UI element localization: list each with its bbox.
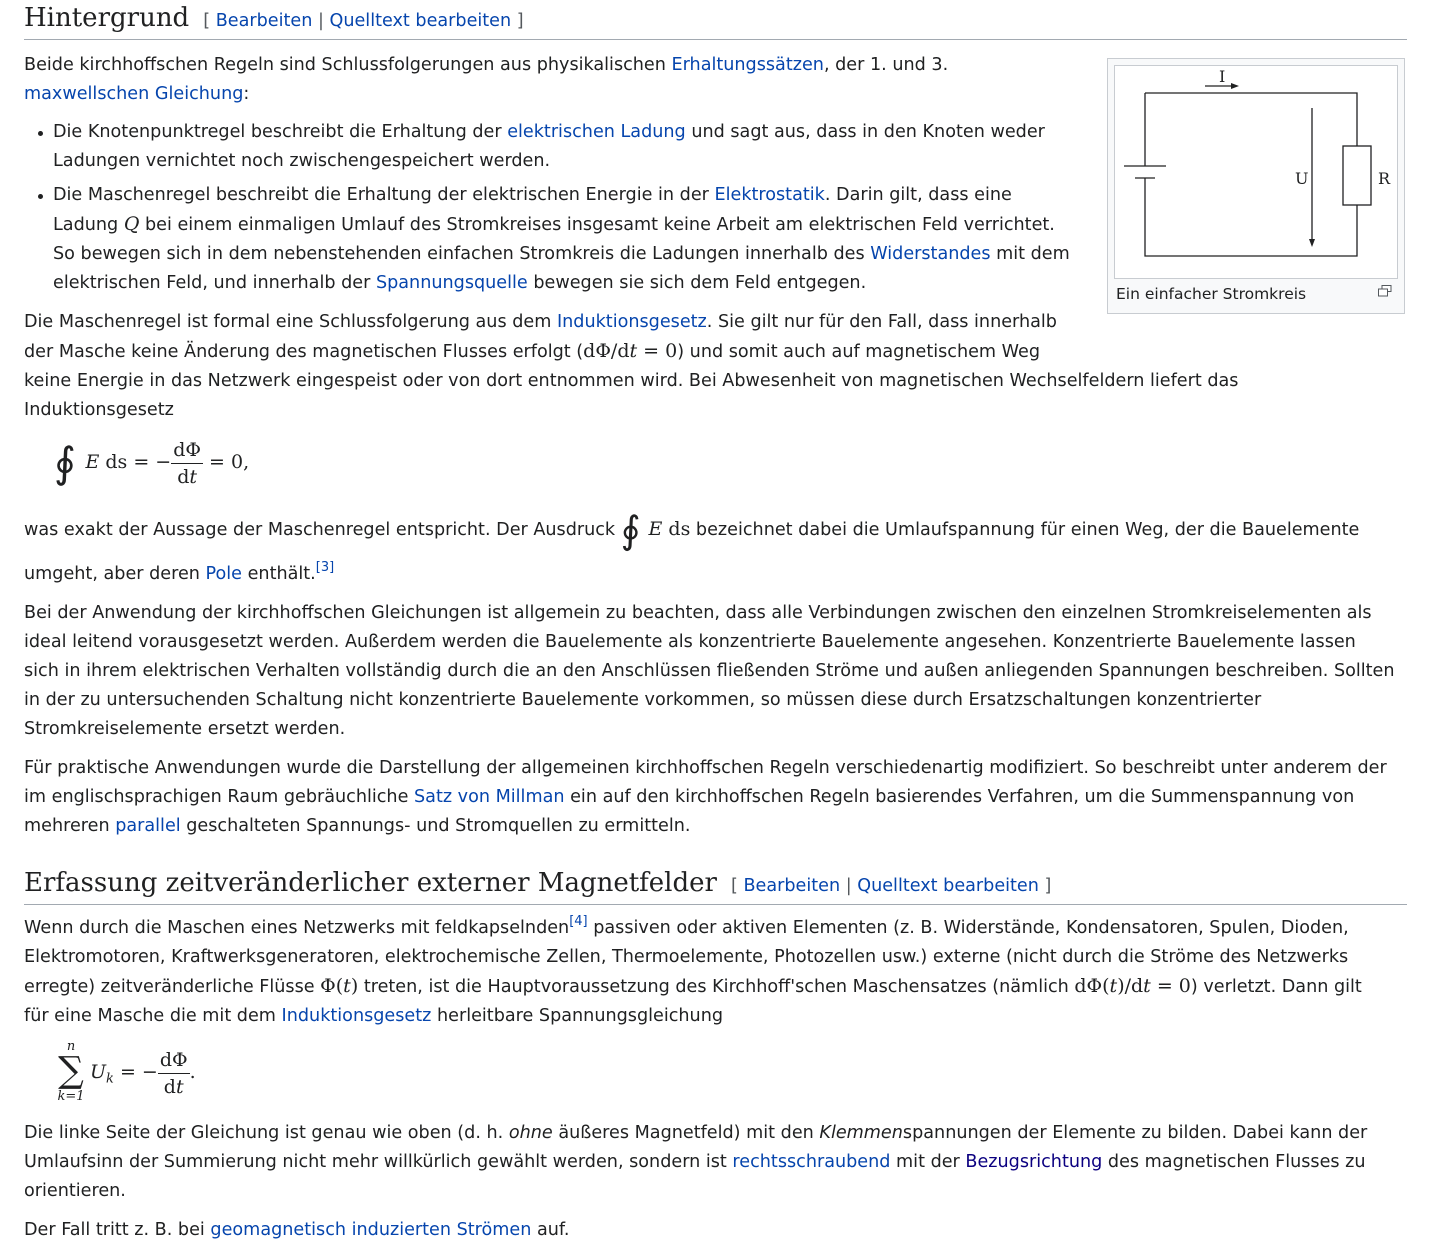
link-rechtsschraubend[interactable]: rechtsschraubend (732, 1152, 891, 1172)
fraction-dphi-dt: $\frac{d\Phi}{dt}$ (173, 438, 201, 488)
summation-symbol: n ∑ k=1 (57, 1039, 85, 1104)
heading-text: Hintergrund (24, 3, 190, 33)
link-elektrostatik[interactable]: Elektrostatik (714, 185, 825, 205)
link-parallel[interactable]: parallel (115, 816, 181, 836)
link-geomagnetisch-induzierte-stroeme[interactable]: geomagnetisch induzierten Strömen (210, 1220, 532, 1240)
link-induktionsgesetz[interactable]: Induktionsgesetz (556, 312, 707, 332)
math-phi-t: Φ(t) (320, 975, 359, 997)
paragraph-praktische-anwendungen: Für praktische Anwendungen wurde die Darstellung der allgemeinen kirchhoffschen Regeln verschiedenartig modifiziert. So beschreibt unter anderem der im englischsprachigen Raum gebräuchliche Satz von Millman ein auf den kirchhoffschen Regeln basierendes Verfahren, um die Summenspannung von mehreren parallel geschalteten Spannungs- und Stromquellen zu ermitteln. (24, 758, 1387, 836)
edit-link[interactable]: Bearbeiten (743, 876, 841, 896)
edit-source-link[interactable]: Quelltext bearbeiten (857, 876, 1039, 896)
math-q: Q (123, 213, 140, 235)
edit-section-links: [ Bearbeiten | Quelltext bearbeiten ] (730, 876, 1052, 896)
circuit-diagram[interactable] (1114, 65, 1398, 279)
link-maxwellsche-gleichung[interactable]: maxwellschen Gleichung (24, 84, 244, 104)
paragraph-intro: Beide kirchhoffschen Regeln sind Schlussfolgerungen aus physikalischen Erhaltungssätzen, der 1. und 3. maxwellschen Gleichung: (24, 55, 949, 104)
fraction-dphi-dt: $\frac{d\Phi}{dt}$ (159, 1048, 188, 1098)
enlarge-icon[interactable] (1378, 285, 1392, 297)
paragraph-netzwerk: Wenn durch die Maschen eines Netzwerks mit feldkapselnden[4] passiven oder aktiven Elementen (z. B. Widerstände, Kondensatoren, Spulen, Dioden, Elektromotoren, Kraftwerksgeneratoren, elektrochemische Zellen, Thermoelemente, Photozellen usw.) externe (nicht durch die Ströme des Netzwerks erregte) zeitveränderliche Flüsse Φ(t) treten, ist die Hauptvoraussetzung des Kirchhoff'schen Maschensatzes (nämlich dΦ(t)/dt = 0) verletzt. Dann gilt für eine Masche die mit dem Induktionsgesetz herleitbare Spannungsgleichung (24, 914, 1362, 1026)
link-induktionsgesetz-2[interactable]: Induktionsgesetz (281, 1006, 432, 1026)
label-current: I (1219, 67, 1226, 86)
reference-3[interactable]: [3] (315, 560, 335, 575)
figure-caption: Ein einfacher Stromkreis (1116, 285, 1307, 303)
paragraph-maschenregel: Die Maschenregel ist formal eine Schlussfolgerung aus dem Induktionsgesetz. Sie gilt nur für den Fall, dass innerhalb der Masche keine Änderung des magnetischen Flusses erfolgt (dΦ/dt = 0) und somit auch auf magnetischem Weg keine Energie in das Netzwerk eingespeist oder von dort entnommen wird. Bei Abwesenheit von magnetischen Wechselfeldern liefert das Induktionsgesetz (24, 312, 1239, 420)
equation-rhs: $U_k$ = − $\frac{d\Phi}{dt}$ . (90, 1048, 196, 1098)
link-bezugsrichtung[interactable]: Bezugsrichtung (965, 1152, 1103, 1172)
edit-section-links: [ Bearbeiten | Quelltext bearbeiten ] (203, 11, 524, 31)
paragraph-umlaufspannung-line1: was exakt der Aussage der Maschenregel entspricht. Der Ausdruck ∮ E ds bezeichnet dabei die Umlaufspannung für einen Weg, der die Bauelemente (24, 508, 1360, 552)
reference-4[interactable]: [4] (569, 914, 588, 929)
link-satz-von-millman[interactable]: Satz von Millman (414, 787, 565, 807)
link-elektrische-ladung[interactable]: elektrischen Ladung (507, 122, 686, 142)
section-heading-hintergrund (24, 2, 1407, 40)
link-pole[interactable]: Pole (205, 564, 242, 584)
label-voltage: U (1295, 169, 1309, 188)
link-erhaltungssaetze[interactable]: Erhaltungssätzen (671, 55, 824, 75)
list-item-knotenregel: Die Knotenpunktregel beschreibt die Erhaltung der elektrischen Ladung und sagt aus, dass in den Knoten weder Ladungen vernichtet noch zwischengespeichert werden. (53, 118, 1113, 176)
link-spannungsquelle[interactable]: Spannungsquelle (375, 273, 528, 293)
math-dphi-t-dt: dΦ(t)/dt = 0 (1074, 975, 1191, 997)
rules-list (24, 118, 1113, 298)
heading-text: Erfassung zeitveränderlicher externer Magnetfelder (24, 868, 717, 898)
figure-thumbnail (1107, 58, 1405, 314)
label-resistor: R (1378, 169, 1391, 188)
list-item-maschenregel: Die Maschenregel beschreibt die Erhaltung der elektrischen Energie in der Elektrostatik. Darin gilt, dass eine Ladung Q bei einem einmaligen Umlauf des Stromkreises insgesamt keine Arbeit am elektrischen Feld verrichtet. So bewegen sich in dem nebenstehenden einfachen Stromkreis die Ladungen innerhalb des Widerstandes mit dem elektrischen Feld, und innerhalb der Spannungsquelle bewegen sie sich dem Feld entgegen. (53, 181, 1113, 298)
edit-source-link[interactable]: Quelltext bearbeiten (329, 11, 512, 31)
paragraph-linke-seite: Die linke Seite der Gleichung ist genau wie oben (d. h. ohne äußeres Magnetfeld) mit den Klemmenspannungen der Elemente zu bilden. Dabei kann der Umlaufsinn der Summierung nicht mehr willkürlich gewählt werden, sondern ist rechtsschraubend mit der Bezugsrichtung des magnetischen Flusses zu orientieren. (24, 1123, 1368, 1201)
paragraph-umlaufspannung-line2: umgeht, aber deren Pole enthält.[3] (24, 560, 335, 584)
paragraph-anwendung: Bei der Anwendung der kirchhoffschen Gleichungen ist allgemein zu beachten, dass alle Verbindungen zwischen den einzelnen Stromkreiselementen als ideal leitend vorausgesetzt werden. Außerdem werden die Bauelemente als konzentrierte Bauelemente angesehen. Konzentrierte Bauelemente lassen sich in ihrem elektrischen Verhalten vollständig durch die an den Anschlüssen fließenden Ströme und außen anliegenden Spannungen beschreiben. Sollten in der zu untersuchenden Schaltung nicht konzentrierte Bauelemente vorkommen, so müssen diese durch Ersatzschaltungen konzentrierter Stromkreiselemente ersetzt werden. (24, 603, 1395, 739)
link-widerstandes[interactable]: Widerstandes (870, 244, 991, 264)
paragraph-geomagnetisch: Der Fall tritt z. B. bei geomagnetisch induzierten Strömen auf. (24, 1220, 570, 1240)
edit-link[interactable]: Bearbeiten (215, 11, 313, 31)
math-dphi-dt: dΦ/dt = 0 (583, 340, 678, 362)
section-heading-magnetfelder (24, 867, 1407, 905)
equation-induktionsgesetz: ∮ E ds = − $\frac{d\Phi}{dt}$ = 0, (54, 438, 250, 488)
circuit-svg (1115, 66, 1397, 278)
